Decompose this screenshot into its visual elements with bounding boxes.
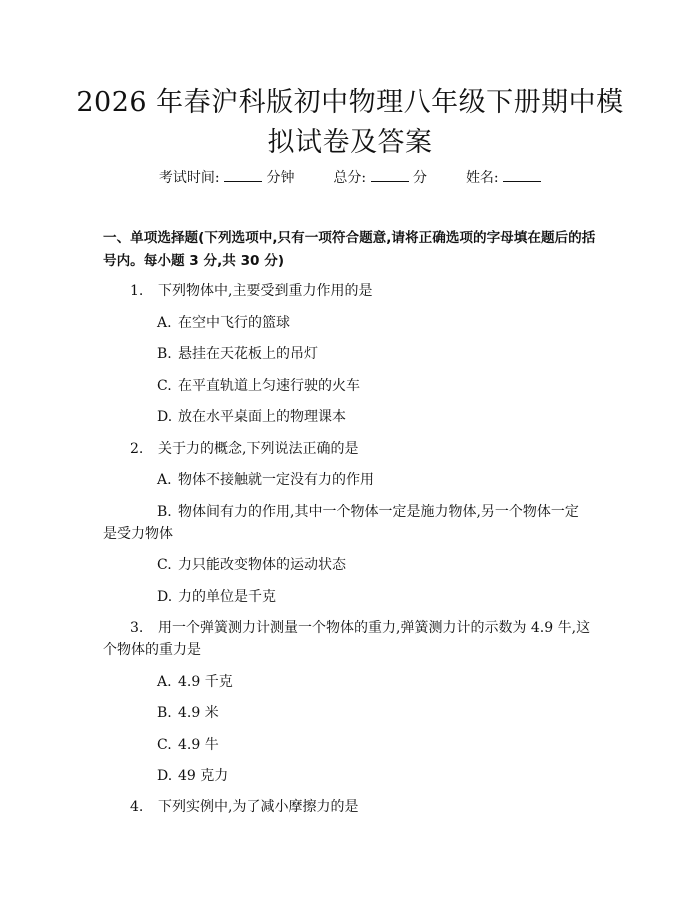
option-text: 在平直轨道上匀速行驶的火车 — [178, 378, 360, 394]
exam-title-line-1: 2026 年春沪科版初中物理八年级下册期中模 — [76, 87, 624, 118]
option-text: 49 克力 — [178, 768, 229, 784]
option-text: 4.9 千克 — [178, 674, 233, 690]
option-text: 力的单位是千克 — [178, 589, 276, 605]
option-letter: D. — [157, 409, 173, 425]
option-text: 力只能改变物体的运动状态 — [178, 557, 346, 573]
score-label: 总分: — [333, 170, 367, 186]
question-1 — [130, 281, 372, 301]
option-text: 悬挂在天花板上的吊灯 — [178, 346, 318, 362]
option-text: 在空中飞行的篮球 — [178, 315, 290, 331]
option-letter: B. — [157, 504, 172, 520]
option-letter: B. — [157, 346, 172, 362]
score-unit: 分 — [413, 170, 428, 186]
time-blank[interactable] — [224, 169, 262, 182]
time-unit: 分钟 — [266, 170, 295, 186]
question-number: 1. — [130, 283, 144, 299]
score-blank[interactable] — [371, 169, 409, 182]
question-1-option-a[interactable] — [157, 313, 290, 333]
option-text: 4.9 牛 — [178, 737, 219, 753]
option-text: 物体间有力的作用,其中一个物体一定是施力物体,另一个物体一定 — [178, 504, 579, 520]
question-3 — [130, 618, 590, 638]
option-letter: A. — [157, 472, 172, 488]
question-number: 4. — [130, 799, 144, 815]
option-letter: C. — [157, 378, 172, 394]
name-label: 姓名: — [465, 170, 499, 186]
option-letter: A. — [157, 674, 172, 690]
question-text: 下列实例中,为了减小摩擦力的是 — [158, 799, 359, 815]
name-blank[interactable] — [503, 169, 541, 182]
question-3-option-c[interactable] — [157, 735, 219, 755]
question-1-option-d[interactable] — [157, 407, 346, 427]
question-text: 关于力的概念,下列说法正确的是 — [158, 441, 359, 457]
question-1-option-b[interactable] — [157, 344, 318, 364]
option-text: 4.9 米 — [178, 705, 219, 721]
question-number: 3. — [130, 620, 144, 636]
question-text: 下列物体中,主要受到重力作用的是 — [158, 283, 373, 299]
time-label: 考试时间: — [158, 170, 220, 186]
question-number: 2. — [130, 441, 144, 457]
question-2-option-b[interactable] — [157, 502, 579, 522]
question-text: 用一个弹簧测力计测量一个物体的重力,弹簧测力计的示数为 4.9 牛,这 — [158, 620, 591, 636]
option-letter: D. — [157, 768, 173, 784]
question-2-option-d[interactable] — [157, 587, 276, 607]
question-2-option-a[interactable] — [157, 470, 374, 490]
exam-title-line-2: 拟试卷及答案 — [267, 127, 433, 158]
question-3-option-a[interactable] — [157, 672, 233, 692]
question-3-continuation: 个物体的重力是 — [103, 642, 201, 658]
question-3-option-d[interactable] — [157, 766, 228, 786]
question-3-option-b[interactable] — [157, 703, 219, 723]
question-2-option-c[interactable] — [157, 555, 346, 575]
option-letter: D. — [157, 589, 173, 605]
question-4 — [130, 797, 358, 817]
question-1-option-c[interactable] — [157, 376, 360, 396]
option-letter: C. — [157, 557, 172, 573]
question-2-option-b-continuation: 是受力物体 — [103, 526, 173, 542]
question-2 — [130, 439, 358, 459]
option-letter: A. — [157, 315, 172, 331]
option-letter: B. — [157, 705, 172, 721]
option-text: 物体不接触就一定没有力的作用 — [178, 472, 374, 488]
option-text: 放在水平桌面上的物理课本 — [178, 409, 346, 425]
option-letter: C. — [157, 737, 172, 753]
exam-info-row — [0, 169, 700, 187]
section-heading: 一、单项选择题(下列选项中,只有一项符合题意,请将正确选项的字母填在题后的括号内。每小题 3 分,共 30 分) — [103, 230, 596, 269]
